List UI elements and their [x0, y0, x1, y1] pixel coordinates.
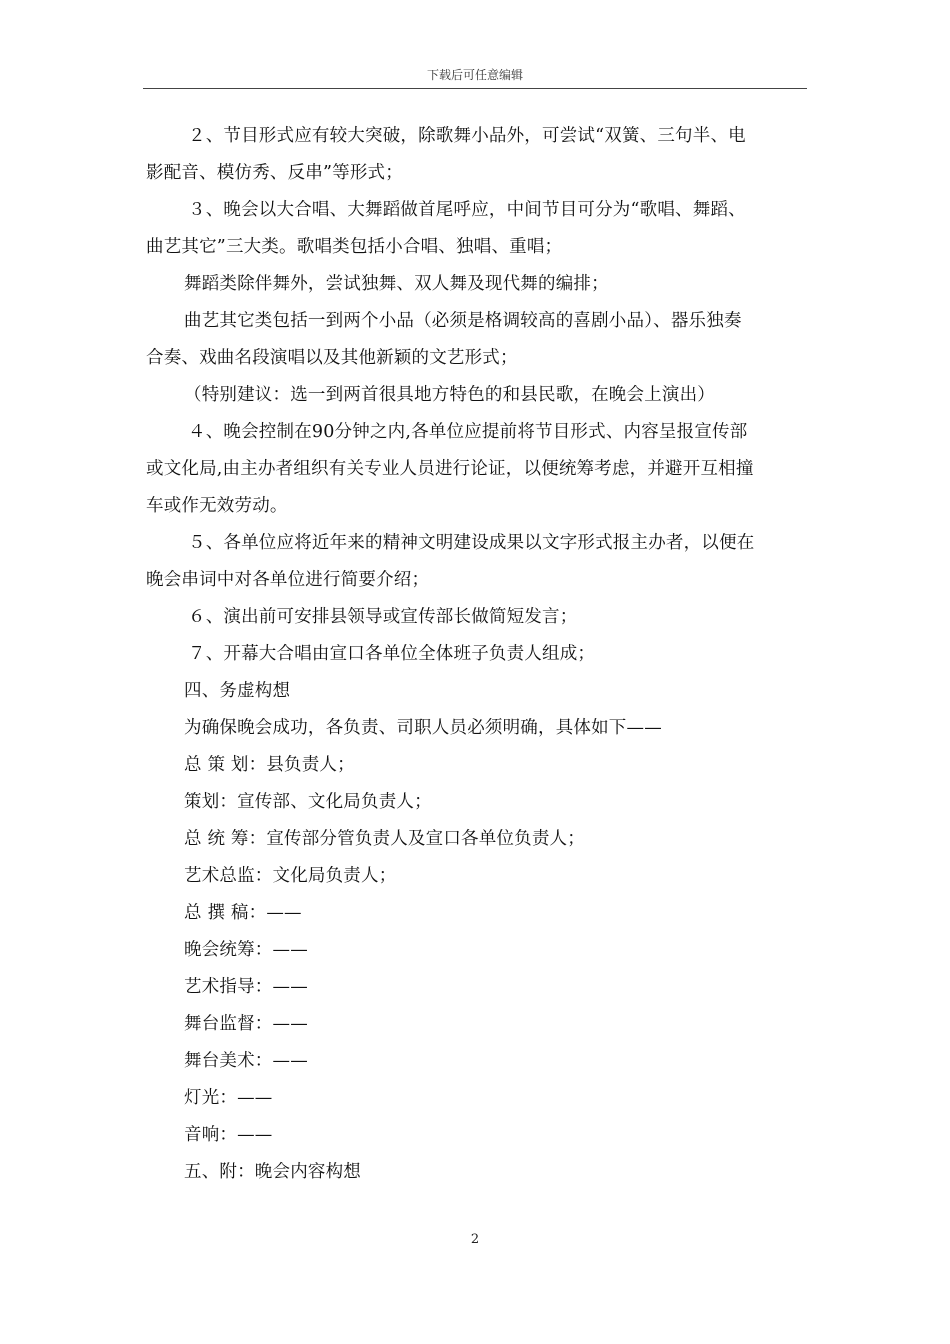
section-heading: 四、务虚构想	[184, 681, 291, 701]
page-header: 下载后可任意编辑	[426, 68, 523, 82]
paragraph-line: ２、节目形式应有较大突破，除歌舞小品外，可尝试“双簧、三句半、电	[188, 126, 746, 146]
role-line: 总 策 划：县负责人；	[184, 755, 355, 775]
role-line: 舞台美术：——	[184, 1051, 308, 1071]
paragraph-line: 车或作无效劳动。	[146, 496, 288, 516]
role-line: 晚会统筹：——	[184, 940, 308, 960]
paragraph-line: 曲艺其它”三大类。歌唱类包括小合唱、独唱、重唱；	[146, 237, 563, 257]
paragraph-line: 晚会串词中对各单位进行简要介绍；	[146, 570, 430, 590]
paragraph-line: （特别建议：选一到两首很具地方特色的和县民歌，在晚会上演出）	[184, 385, 715, 405]
paragraph-line: ３、晚会以大合唱、大舞蹈做首尾呼应，中间节目可分为“歌唱、舞蹈、	[188, 200, 746, 220]
paragraph-line: 合奏、戏曲名段演唱以及其他新颖的文艺形式；	[146, 348, 518, 368]
role-line: 舞台监督：——	[184, 1014, 308, 1034]
document-body	[146, 118, 806, 1191]
page-number: 2	[470, 1232, 480, 1247]
paragraph-line: 舞蹈类除伴舞外，尝试独舞、双人舞及现代舞的编排；	[184, 274, 609, 294]
role-line: 总 统 筹：宣传部分管负责人及宣口各单位负责人；	[184, 829, 585, 849]
paragraph-line: 曲艺其它类包括一到两个小品（必须是格调较高的喜剧小品）、器乐独奏	[184, 311, 742, 331]
paragraph-line: 为确保晚会成功，各负责、司职人员必须明确，具体如下——	[184, 718, 662, 738]
paragraph-line: ４、晚会控制在90分钟之内,各单位应提前将节目形式、内容呈报宣传部	[188, 422, 748, 442]
paragraph-line: ７、开幕大合唱由宣口各单位全体班子负责人组成；	[188, 644, 596, 664]
paragraph-line: ６、演出前可安排县领导或宣传部长做简短发言；	[188, 607, 578, 627]
role-line: 艺术总监：文化局负责人；	[184, 866, 397, 886]
role-line: 策划：宣传部、文化局负责人；	[184, 792, 432, 812]
paragraph-line: ５、各单位应将近年来的精神文明建设成果以文字形式报主办者，以便在	[188, 533, 755, 553]
role-line: 灯光：——	[184, 1088, 273, 1108]
paragraph-line: 影配音、模仿秀、反串”等形式；	[146, 163, 403, 183]
role-line: 总 撰 稿：——	[184, 903, 302, 923]
paragraph-line: 或文化局,由主办者组织有关专业人员进行论证，以便统筹考虑，并避开互相撞	[146, 459, 754, 479]
section-heading: 五、附：晚会内容构想	[184, 1162, 361, 1182]
header-divider	[143, 88, 807, 89]
role-line: 艺术指导：——	[184, 977, 308, 997]
role-line: 音响：——	[184, 1125, 273, 1145]
